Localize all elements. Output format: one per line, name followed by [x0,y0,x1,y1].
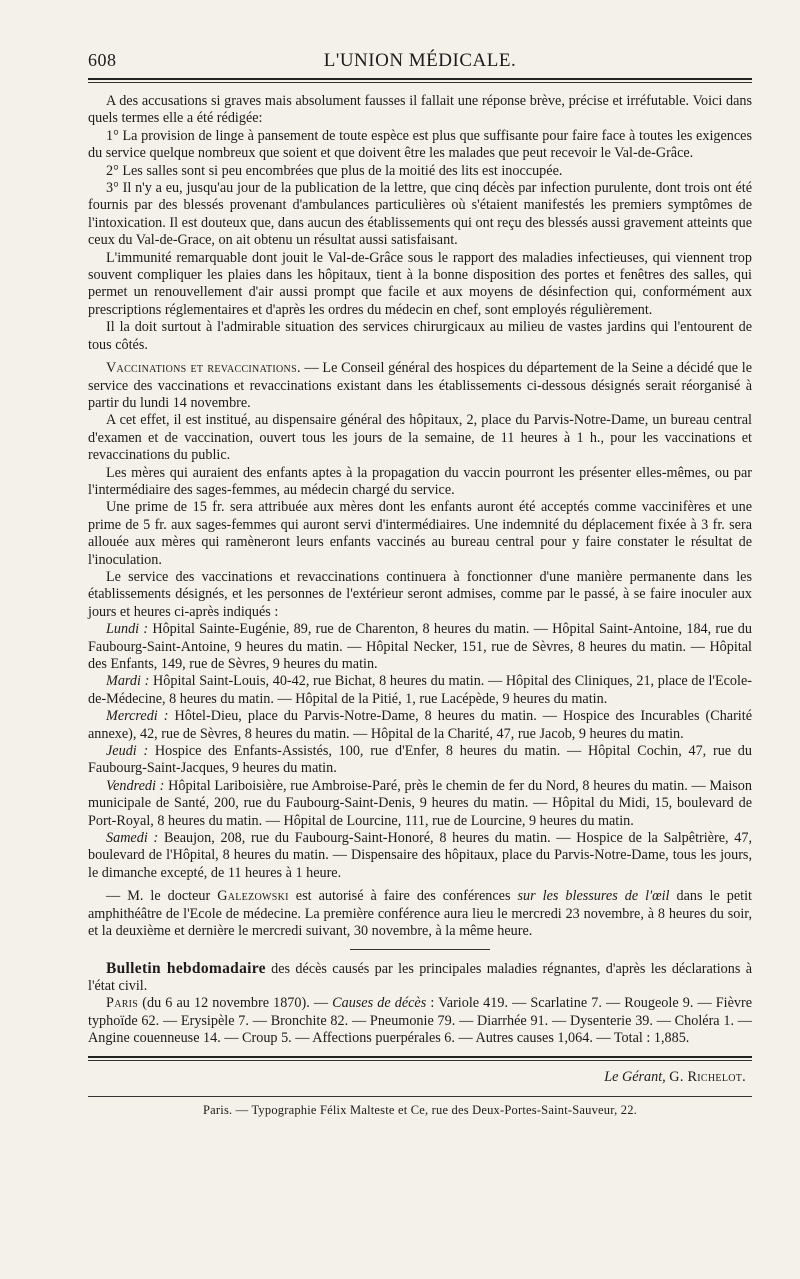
schedule-day: Mardi : [106,673,150,690]
schedule-day: Samedi : [106,830,159,847]
journal-title: L'UNION MÉDICALE. [323,50,517,71]
causes-text: : Variole 419. — Scarlatine 7. — Rougeole 9. — Fièvre typhoïde 62. — Erysipèle 7. — Bronchite 82. — Pneumonie 79. — Diarrhée 91. — Dysenterie 39. — Choléra 1. — Angine couenneuse 14. — Croup 5. — Affections puerpérales 6. — Autres causes 1,064. — Total : 1,885. [88,995,752,1047]
schedule-text: Beaujon, 208, rue du Faubourg-Saint-Honoré, 8 heures du matin. — Hospice de la Salpêtrière, 47, boulevard de l'Hôpital, 8 heures du matin. — Dispensaire des hôpitaux, place du Parvis-Notre-Dame, tous les jours, le dimanche excepté, de 11 heures à 1 heure. [88,830,752,881]
printer-imprint: Paris. — Typographie Félix Malteste et Ce, rue des Deux-Portes-Saint-Sauveur, 22. [203,1102,637,1117]
schedule-text: Hôpital Lariboisière, rue Ambroise-Paré, près le chemin de fer du Nord, 8 heures du matin. — Maison municipale de Santé, 200, rue du Faubourg-Saint-Denis, 9 heures du matin. — Hôpital du Midi, 15, boulevard de Port-Royal, 8 heures du matin. — Hôpital de Lourcine, 111, rue de Lourcine, 9 heures du matin. [88,777,752,829]
galezowski-notice [88,888,752,940]
page-number: 608 [88,50,117,70]
notice-rest: dans le petit amphithéâtre de l'Ecole de médecine. La première conférence aura lieu le mercredi 23 novembre, à 8 heures du soir, et la deuxième et dernière le mercredi suivant, 30 novembre, à la même heure. [88,888,752,940]
schedule-entry [88,743,752,778]
header-rule-thin [88,82,752,83]
section-divider [350,949,490,950]
schedule-day: Vendredi : [106,777,165,794]
bulletin-period: (du 6 au 12 novembre 1870). — [138,995,333,1012]
paragraph: Le service des vaccinations et revaccinations continuera à fonctionner d'une manière permanente dans les établissements désignés, et les personnes de l'extérieur seront admises, comme par le passé, à se faire inoculer aux jours et heures ci-après indiqués : [88,568,752,620]
paragraph: L'immunité remarquable dont jouit le Val-de-Grâce sous le rapport des maladies infectieuses, qui viennent trop souvent compliquer les plaies dans les hôpitaux, tient à la bonne disposition des portes et fenêtres des salles, qui permet un renouvellement d'air aussi prompt que facile et aux moyens de désinfection qui, conformément aux prescriptions réglementaires et d'après les ordres du médecin en chef, sont employés régulièrement. [88,249,752,318]
section-heading: Vaccinations et revaccinations. [106,360,301,377]
schedule-entry [88,673,752,708]
schedule-text: Hôpital Sainte-Eugénie, 89, rue de Charenton, 8 heures du matin. — Hôpital Saint-Antoine, 184, rue du Faubourg-Saint-Antoine, 9 heures du matin. — Hôpital Necker, 151, rue de Sèvres, 8 heures du matin. — Hôpital des Enfants, 149, rue de Sèvres, 9 heures du matin. [88,621,752,672]
schedule-text: Hospice des Enfants-Assistés, 100, rue d'Enfer, 8 heures du matin. — Hôpital Cochin, 47, rue du Faubourg-Saint-Jacques, 9 heures du matin. [88,743,752,777]
schedule-day: Mercredi : [106,708,169,725]
bulletin-intro [88,960,752,996]
signature-name: G. Richelot. [669,1068,746,1085]
bottom-rule-thin [88,1060,752,1061]
schedule-entry [88,778,752,830]
paragraph: 3° Il n'y a eu, jusqu'au jour de la publication de la lettre, que cinq décès par infection purulente, dont trois ont été fournis par des blessés provenant d'ambulances particulières où s'étaient manifestés les premiers symptômes de l'intoxication. Il est douteux que, dans aucun des établissements qui ont reçu des blessés aussi gravement atteints que ceux du Val-de-Grace, on ait obtenu un résultat aussi satisfaisant. [88,180,752,249]
vaccinations-intro [88,360,752,412]
paragraph: A des accusations si graves mais absolument fausses il fallait une réponse brève, précise et irréfutable. Voici dans quels termes elle a été rédigée: [88,93,752,127]
bulletin-intro-text: des décès causés par les principales maladies régnantes, d'après les déclarations à l'état civil. [88,960,753,994]
paragraph: Il la doit surtout à l'admirable situation des services chirurgicaux au milieu de vastes jardins qui l'entourent de tous côtés. [88,319,752,353]
signature [88,1069,752,1086]
bulletin-city: Paris [106,995,139,1012]
causes-label: Causes de décès [332,995,427,1012]
bottom-rule [88,1056,752,1058]
schedule-day: Jeudi : [106,743,149,760]
paragraph: 2° Les salles sont si peu encombrées que plus de la moitié des lits est inoccupée. [106,162,563,179]
article-body [88,93,752,1048]
bulletin-stats [88,995,752,1047]
schedule-text: Hôpital Saint-Louis, 40-42, rue Bichat, 8 heures du matin. — Hôpital des Cliniques, 21, place de l'Ecole-de-Médecine, 8 heures du matin. — Hôpital de la Pitié, 1, rue Lacépède, 9 heures du matin. [88,673,752,707]
notice-mid: est autorisé à faire des conférences [288,888,518,905]
schedule-text: Hôtel-Dieu, place du Parvis-Notre-Dame, 8 heures du matin. — Hospice des Incurables (Charité annexe), 42, rue de Sèvres, 8 heures du matin. — Hôpital de la Charité, 47, rue Jacob, 9 heures du matin. [88,708,752,742]
paragraph: A cet effet, il est institué, au dispensaire général des hôpitaux, 2, place du Parvis-Notre-Dame, un bureau central d'examen et de vaccination, ouvert tous les jours de la semaine, de 11 heures à 1 h., pour les vaccinations et revaccinations du public. [88,412,752,464]
schedule-entry [88,621,752,673]
paragraph: Les mères qui auraient des enfants aptes à la propagation du vaccin pourront les présenter elles-mêmes, ou par l'intermédiaire des sages-femmes, au médecin chargé du service. [88,464,752,498]
schedule-day: Lundi : [106,621,149,638]
doctor-name: Galezowski [217,888,289,905]
section-intro-text: — Le Conseil général des hospices du département de la Seine a décidé que le service des vaccinations et revaccinations existant dans les établissements ci-dessous désignés serait réorganisé à partir du lundi 14 novembre. [88,360,752,411]
footer-rule [88,1096,752,1097]
notice-prefix: — M. le docteur [106,888,218,905]
schedule-entry [88,708,752,743]
paragraph: 1° La provision de linge à pansement de toute espèce est plus que suffisante pour faire face à toutes les exigences du service quelque nombreux que soient et que doivent être les malades que peut recevoir le Val-de-Grâce. [88,127,752,162]
schedule-entry [88,830,752,882]
header-rule [88,78,752,80]
running-header [88,50,752,72]
conference-topic: sur les blessures de l'œil [517,888,670,905]
paragraph: Une prime de 15 fr. sera attribuée aux mères dont les enfants auront été acceptés comme vaccinifères et une prime de 5 fr. aux sages-femmes qui auront servi d'intermédiaires. Une indemnité du déplacement fixée à 3 fr. sera allouée aux mères qui ramèneront leurs enfants vaccinés au bureau central pour y faire constater le résultat de l'inoculation. [88,499,752,568]
bulletin-title: Bulletin hebdomadaire [106,959,266,977]
signature-label: Le Gérant, [604,1068,666,1085]
